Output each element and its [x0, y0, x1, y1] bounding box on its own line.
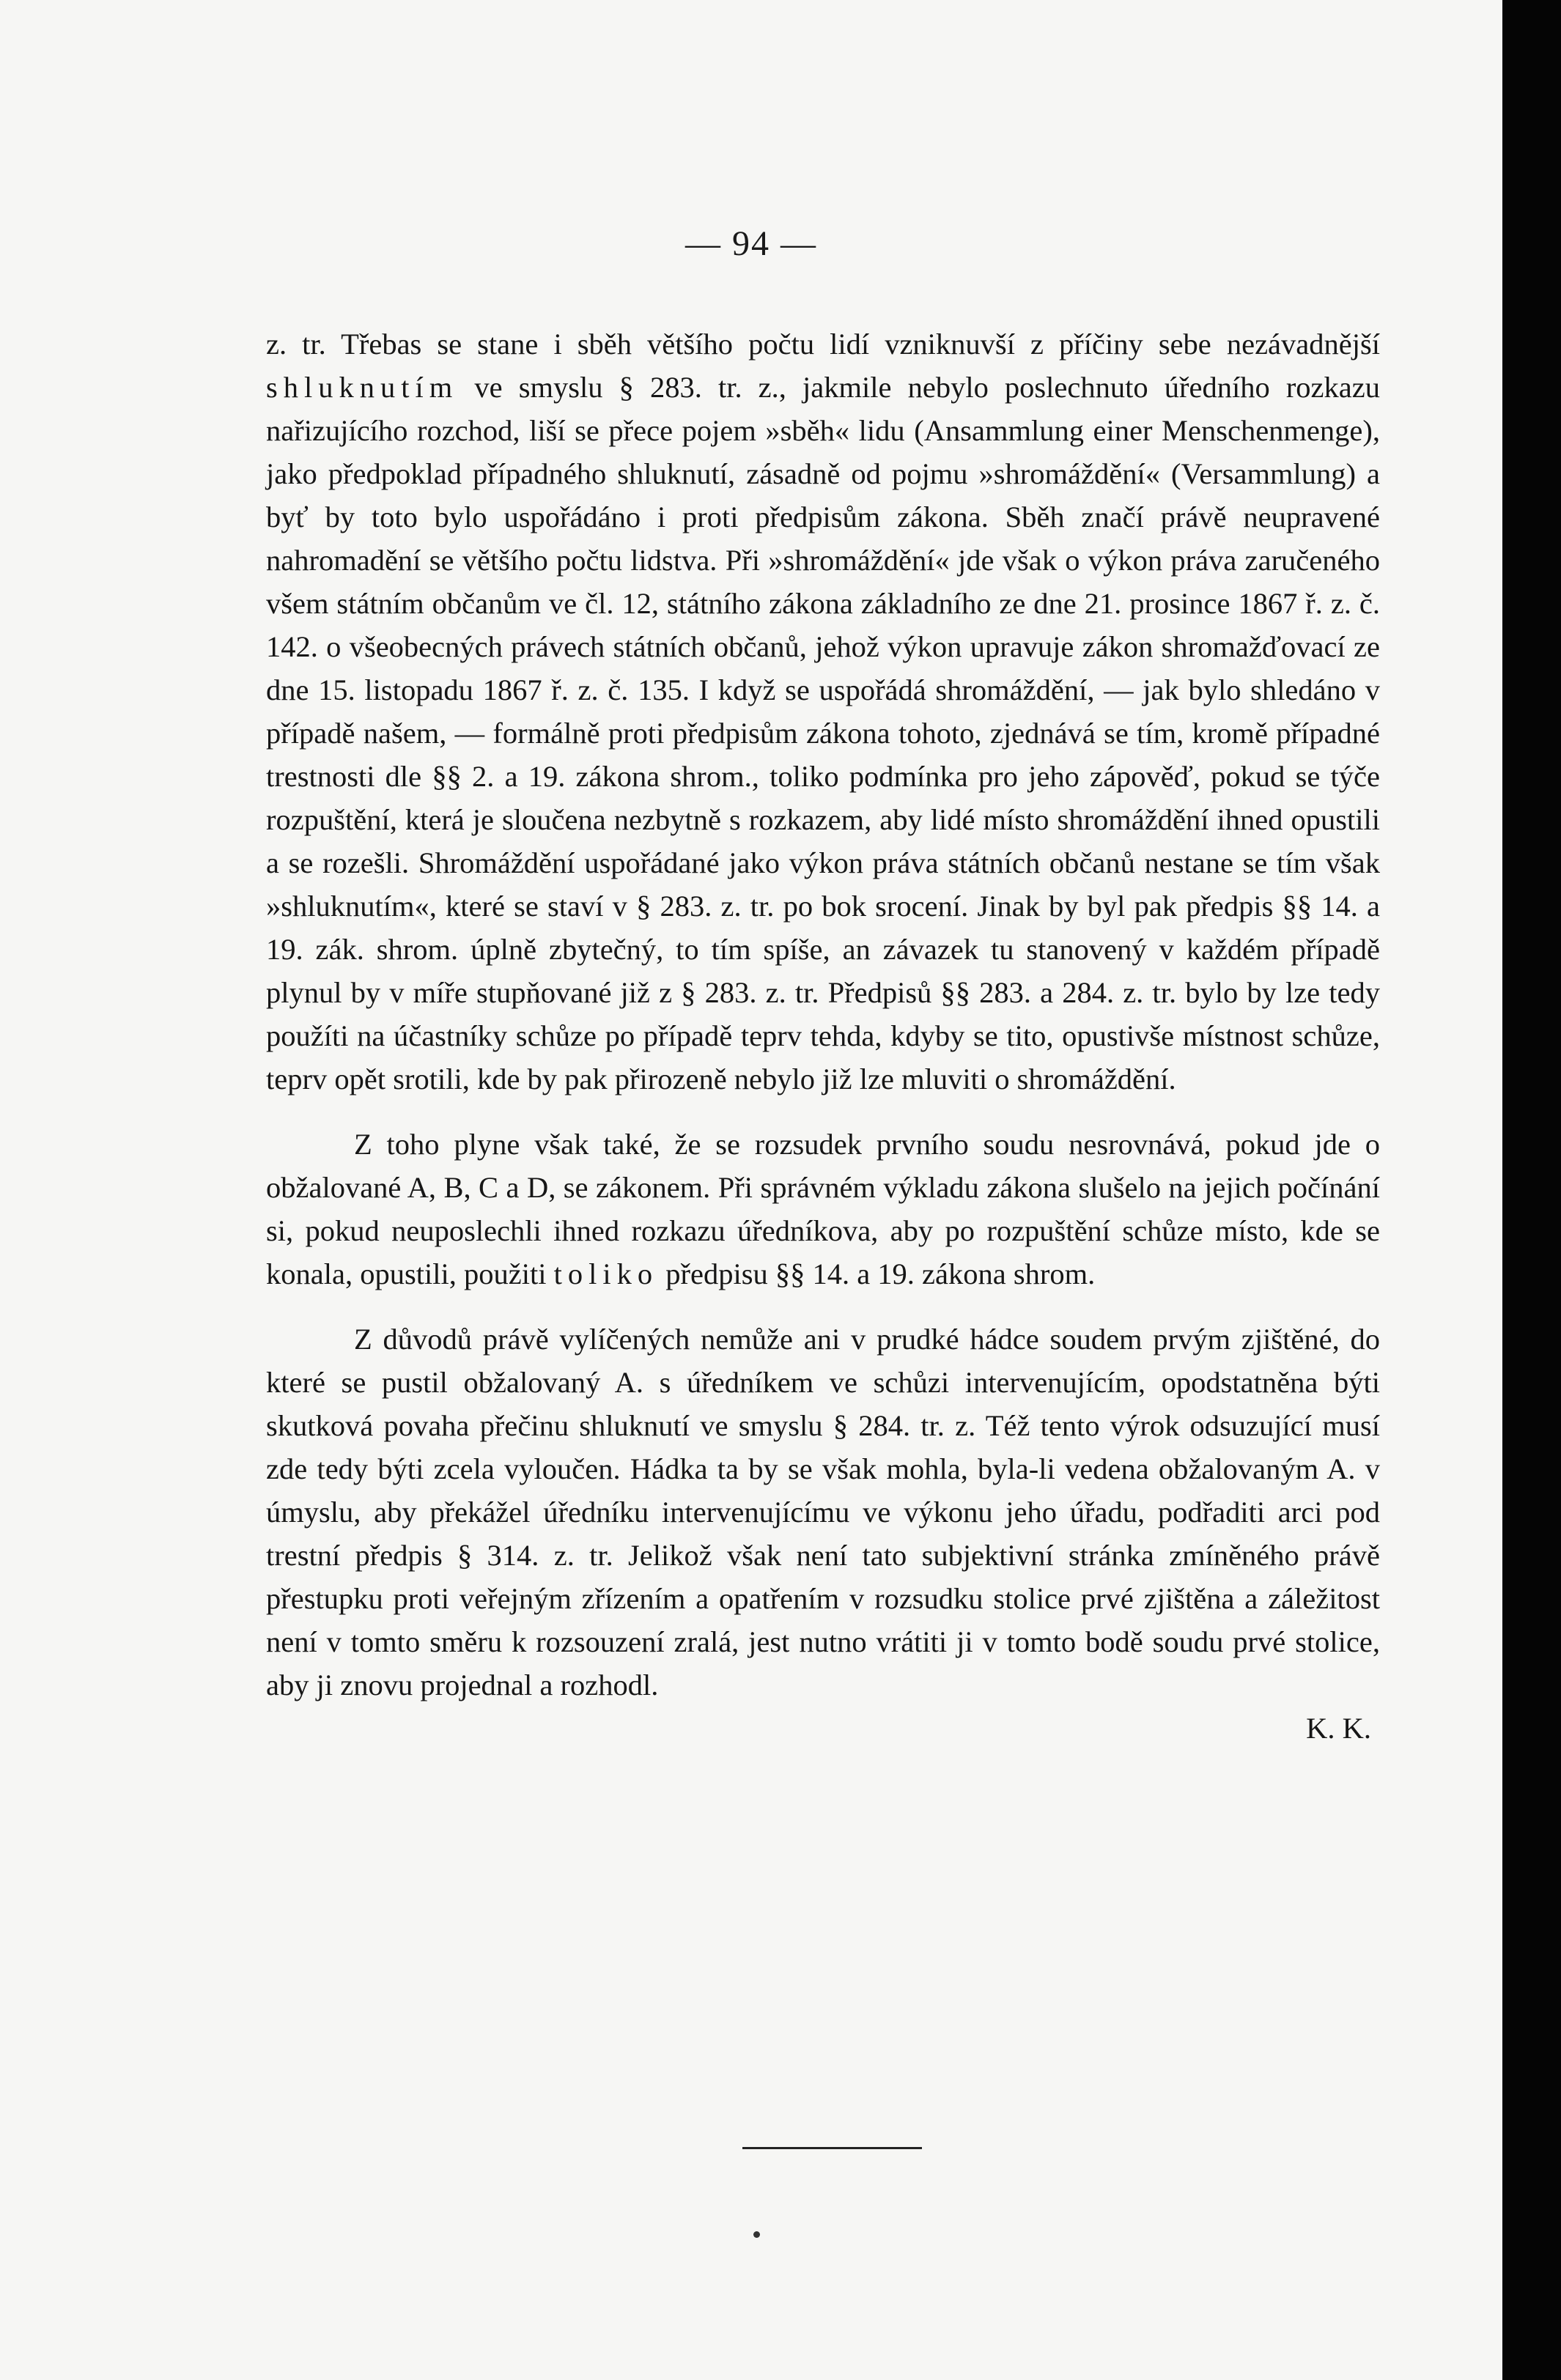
- signature-line: [266, 1707, 1380, 1750]
- page-number: — 94 —: [685, 224, 817, 263]
- signature: K. K.: [1306, 1712, 1371, 1745]
- paragraph-3: [266, 1318, 1380, 1707]
- paragraph-2-part-1: Z toho plyne však také, že se rozsudek prvního soudu nesrovnává, pokud jde o obžalované A, B, C a D, se zákonem. Při správném výkladu zákona slušelo na jejich počínání si, pokud neuposlechli ihned rozkazu úředníkova, aby po rozpuštění schůze místo, kde se konala, opustili, použiti: [266, 1128, 1380, 1290]
- paragraph-2-part-2: předpisu §§ 14. a 19. zákona shrom.: [658, 1257, 1096, 1290]
- paragraph-1-part-1: z. tr. Třebas se stane i sběh většího počtu lidí vzniknuvší z příčiny sebe nezávadnější: [266, 328, 1380, 361]
- printer-dot: [753, 2231, 760, 2238]
- paragraph-2: [266, 1123, 1380, 1296]
- paragraph-1-emphasis: shluknutím: [266, 371, 459, 404]
- scan-edge: [1502, 0, 1561, 2380]
- paragraph-3-text: Z důvodů právě vylíčených nemůže ani v prudké hádce soudem prvým zjištěné, do které se pustil obžalovaný A. s úředníkem ve schůzi intervenujícím, opodstatněna býti skutková povaha přečinu shluknutí ve smyslu § 284. tr. z. Též tento výrok odsuzující musí zde tedy býti zcela vyloučen. Hádka ta by se však mohla, byla-li vedena obžalovaným A. v úmyslu, aby překážel úředníku intervenujícímu ve výkonu jeho úřadu, podřaditi arci pod trestní předpis § 314. z. tr. Jelikož však není tato subjektivní stránka zmíněného právě přestupku proti veřejným zřízením a opatřením v rozsudku stolice prvé zjištěna a záležitost není v tomto směru k rozsouzení zralá, jest nutno vrátiti ji v tomto bodě soudu prvé stolice, aby ji znovu projednal a rozhodl.: [266, 1323, 1380, 1701]
- paragraph-2-emphasis: toliko: [553, 1257, 659, 1290]
- body-text: [266, 322, 1380, 1750]
- paragraph-1-part-2: ve smyslu § 283. tr. z., jakmile nebylo poslechnuto úředního rozkazu nařizujícího rozchod, liší se přece pojem »sběh« lidu (Ansammlung einer Menschenmenge), jako předpoklad případného shluknutí, zásadně od pojmu »shromáždění« (Versammlung) a byť by toto bylo uspořádáno i proti předpisům zákona. Sběh značí právě neupravené nahromadění se většího počtu lidstva. Při »shromáždění« jde však o výkon práva zaručeného všem státním občanům ve čl. 12, státního zákona základního ze dne 21. prosince 1867 ř. z. č. 142. o všeobecných právech státních občanů, jehož výkon upravuje zákon shromažďovací ze dne 15. listopadu 1867 ř. z. č. 135. I když se uspořádá shromáždění, — jak bylo shledáno v případě našem, — formálně proti předpisům zákona tohoto, zjednává se tím, kromě případné trestnosti dle §§ 2. a 19. zákona shrom., toliko podmínka pro jeho zápověď, pokud se týče rozpuštění, která je sloučena nezbytně s rozkazem, aby lidé místo shromáždění ihned opustili a se rozešli. Shromáždění uspořádané jako výkon práva státních občanů nestane se tím však »shluknutím«, které se staví v § 283. z. tr. po bok srocení. Jinak by byl pak předpis §§ 14. a 19. zák. shrom. úplně zbytečný, to tím spíše, an závazek tu stanovený v každém případě plynul by v míře stupňované již z § 283. z. tr. Předpisů §§ 283. a 284. z. tr. bylo by lze tedy použíti na účastníky schůze po případě teprv tehda, kdyby se tito, opustivše místnost schůze, teprv opět srotili, kde by pak přirozeně nebylo již lze mluviti o shromáždění.: [266, 371, 1380, 1095]
- closing-rule: [742, 2147, 922, 2149]
- paragraph-1: [266, 322, 1380, 1101]
